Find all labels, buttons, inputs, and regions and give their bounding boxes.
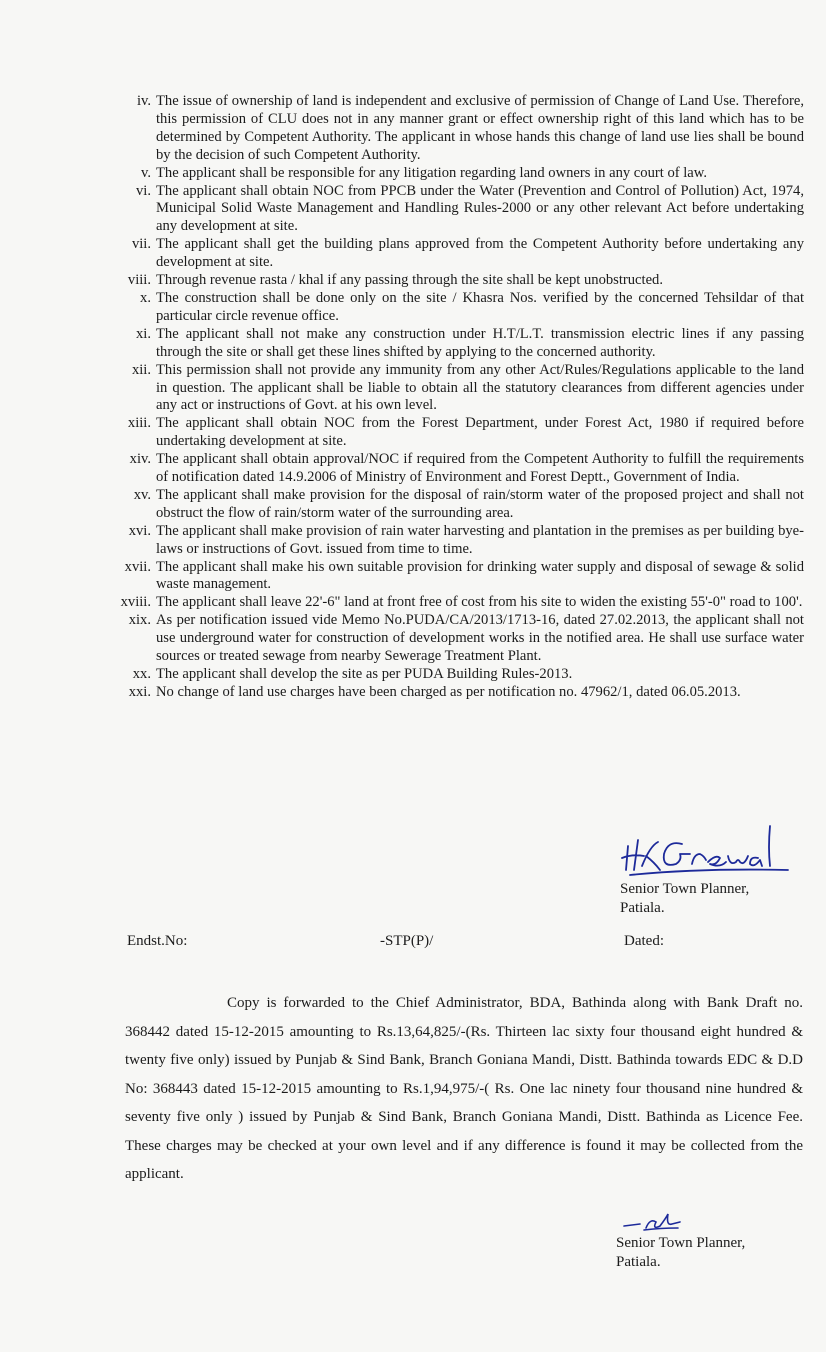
- condition-text: The applicant shall obtain approval/NOC if required from the Competent Authority to fulfill the requirements of notification dated 14.9.2006 of Ministry of Environment and Forest Deptt., Government of India.: [156, 451, 804, 486]
- signature-block-1: [620, 818, 795, 918]
- condition-number: vii.: [131, 236, 151, 253]
- condition-item: [108, 487, 804, 523]
- dated-label: Dated:: [624, 933, 664, 949]
- condition-item: [108, 451, 804, 487]
- condition-text: The applicant shall obtain NOC from PPCB under the Water (Prevention and Control of Pollution) Act, 1974, Municipal Solid Waste Management and Handling Rules-2000 or any other relevant Act before undertaking any development at site.: [156, 182, 804, 235]
- condition-text: No change of land use charges have been charged as per notification no. 47962/1, dated 06.05.2013.: [156, 683, 741, 700]
- signature-block-2: [616, 1212, 745, 1272]
- condition-text: The issue of ownership of land is independent and exclusive of permission of Change of Land Use. Therefore, this permission of CLU does not in any manner grant or effect ownership right of this land which has to be determined by Competent Authority. The applicant in whose hands this change of land use lies shall be bound by the decision of such Competent Authority.: [156, 93, 804, 163]
- condition-text: The construction shall be done only on the site / Khasra Nos. verified by the concerned Tehsildar of that particular circle revenue office.: [156, 289, 804, 324]
- condition-text: The applicant shall make provision of rain water harvesting and plantation in the premises as per building bye-laws or instructions of Govt. issued from time to time.: [156, 522, 804, 557]
- condition-number: xi.: [136, 325, 151, 342]
- condition-text: The applicant shall leave 22'-6" land at front free of cost from his site to widen the existing 55'-0" road to 100'.: [156, 594, 803, 611]
- copy-forward-paragraph: Copy is forwarded to the Chief Administrator, BDA, Bathinda along with Bank Draft no. 368442 dated 15-12-2015 amounting to Rs.13,64,825/-(Rs. Thirteen lac sixty four thousand eight hundred & twenty five only) issued by Punjab & Sind Bank, Branch Goniana Mandi, Distt. Bathinda towards EDC & D.D No: 368443 dated 15-12-2015 amounting to Rs.1,94,975/-( Rs. One lac ninety four thousand nine hundred & seventy five only ) issued by Punjab & Sind Bank, Branch Goniana Mandi, Distt. Bathinda as Licence Fee. These charges may be checked at your own level and if any difference is found it may be collected from the applicant.: [125, 995, 803, 1182]
- condition-text: The applicant shall not make any construction under H.T/L.T. transmission electric lines if any passing through the site or shall get these lines shifted by applying to the concerned authority.: [156, 325, 804, 360]
- conditions-list: [108, 93, 804, 702]
- condition-item: [108, 93, 804, 165]
- condition-text: The applicant shall make his own suitable provision for drinking water supply and disposal of sewage & solid waste management.: [156, 558, 804, 593]
- condition-item: [108, 272, 804, 290]
- condition-item: [108, 415, 804, 451]
- condition-text: The applicant shall obtain NOC from the Forest Department, under Forest Act, 1980 if required before undertaking development at site.: [156, 415, 804, 450]
- signatory-place: Patiala.: [620, 900, 665, 916]
- condition-item: [108, 290, 804, 326]
- condition-text: The applicant shall be responsible for any litigation regarding land owners in any court of law.: [156, 164, 708, 181]
- condition-item: [108, 559, 804, 595]
- condition-text: The applicant shall develop the site as per PUDA Building Rules-2013.: [156, 666, 573, 682]
- condition-number: iv.: [136, 93, 151, 109]
- condition-item: [108, 183, 804, 237]
- condition-number: xix.: [128, 612, 151, 629]
- condition-number: xiii.: [127, 415, 151, 432]
- condition-number: xviii.: [120, 594, 151, 611]
- condition-number: v.: [141, 164, 151, 181]
- condition-number: x.: [140, 289, 151, 306]
- endorsement-reference: -STP(P)/: [380, 933, 434, 949]
- condition-item: [108, 523, 804, 559]
- condition-number: xxi.: [128, 683, 151, 700]
- condition-item: [108, 666, 804, 684]
- condition-number: xx.: [132, 666, 151, 682]
- condition-item: [108, 236, 804, 272]
- condition-number: viii.: [127, 272, 151, 289]
- condition-text: This permission shall not provide any immunity from any other Act/Rules/Regulations applicable to the land in question. The applicant shall be liable to obtain all the statutory clearances from different agencies under any act or instructions of Govt. at his own level.: [156, 361, 804, 414]
- handwritten-signature: [620, 818, 795, 880]
- condition-item: [108, 612, 804, 666]
- condition-number: xvi.: [128, 522, 151, 539]
- condition-text: As per notification issued vide Memo No.PUDA/CA/2013/1713-16, dated 27.02.2013, the applicant shall not use underground water for construction of development works in the notified area. He shall use surface water sources or treated sewage from nearby Sewerage Treatment Plant.: [156, 612, 804, 665]
- condition-item: [108, 165, 804, 183]
- endorsement-number-label: Endst.No:: [127, 933, 188, 949]
- condition-text: Through revenue rasta / khal if any passing through the site shall be kept unobstructed.: [156, 272, 664, 289]
- condition-item: [108, 362, 804, 416]
- condition-number: xv.: [133, 486, 151, 503]
- condition-text: The applicant shall make provision for the disposal of rain/storm water of the proposed project and shall not obstruct the flow of rain/storm water of the surrounding area.: [156, 486, 804, 521]
- condition-text: The applicant shall get the building plans approved from the Competent Authority before undertaking any development at site.: [156, 236, 804, 271]
- signatory-place: Patiala.: [616, 1254, 661, 1270]
- initials-signature: [616, 1212, 686, 1234]
- condition-item: [108, 684, 804, 702]
- condition-number: xiv.: [129, 451, 151, 468]
- condition-number: xvii.: [124, 558, 151, 575]
- signatory-designation: Senior Town Planner,: [616, 1235, 746, 1251]
- condition-number: xii.: [131, 361, 151, 378]
- signatory-designation: Senior Town Planner,: [620, 881, 750, 897]
- condition-item: [108, 326, 804, 362]
- condition-number: vi.: [136, 182, 151, 199]
- condition-item: [108, 594, 804, 612]
